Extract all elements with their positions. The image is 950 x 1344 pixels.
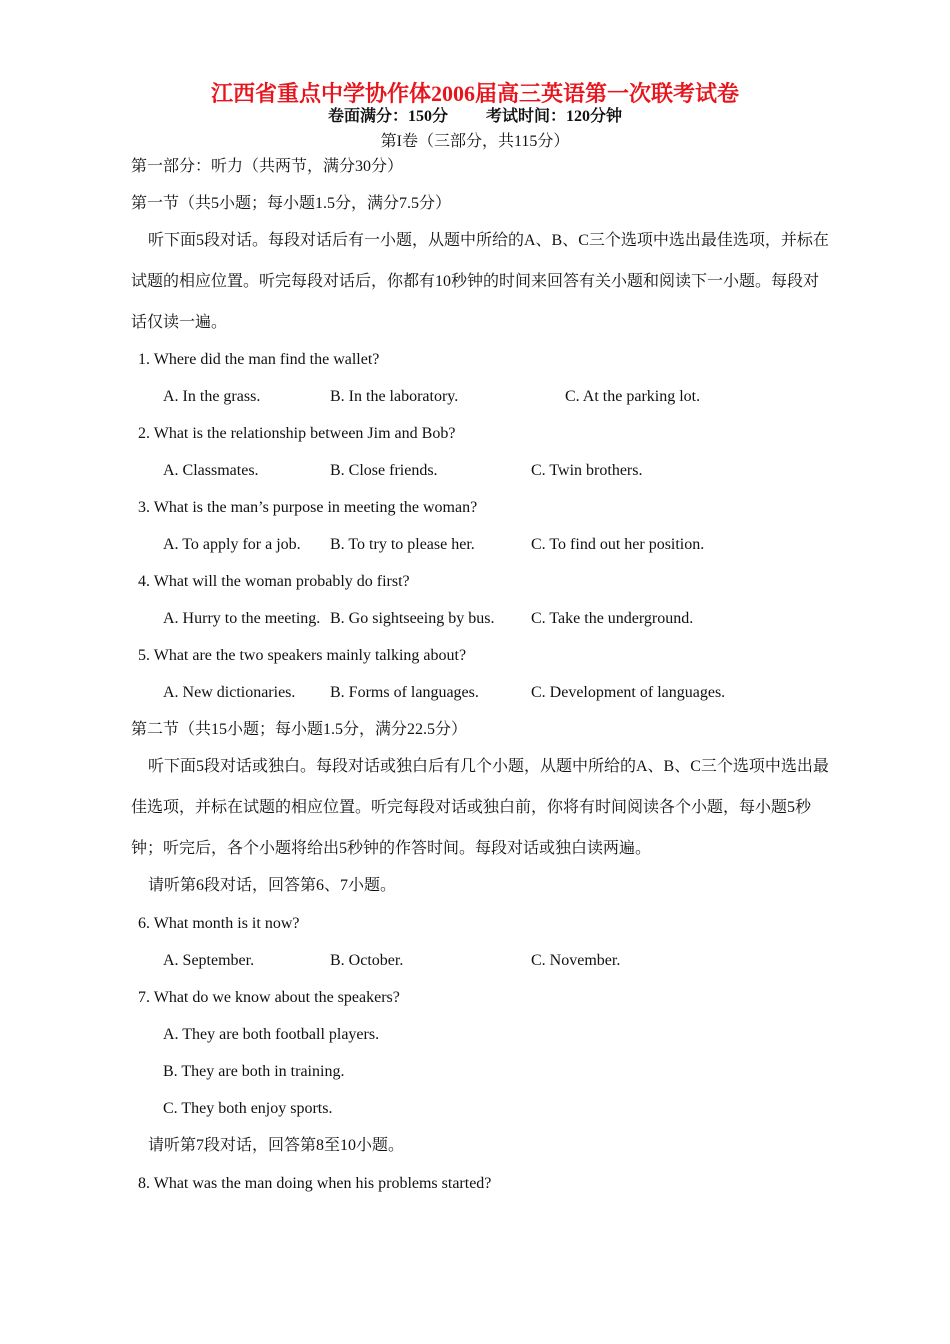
- section2-instructions: [131, 746, 831, 869]
- q4-option-c: C. Take the underground.: [531, 610, 694, 627]
- q2-option-a: A. Classmates.: [163, 462, 259, 479]
- question-8: 8. What was the man doing when his problems started?: [138, 1175, 492, 1192]
- q4-option-b: B. Go sightseeing by bus.: [330, 610, 495, 627]
- q5-option-a: A. New dictionaries.: [163, 684, 296, 701]
- q1-option-a: A. In the grass.: [163, 388, 261, 405]
- question-4: 4. What will the woman probably do first?: [138, 573, 410, 590]
- full-score: 卷面满分：150分: [327, 108, 448, 125]
- q3-option-b: B. To try to please her.: [330, 536, 475, 553]
- q2-option-b: B. Close friends.: [330, 462, 438, 479]
- q5-option-b: B. Forms of languages.: [330, 684, 479, 701]
- q3-option-c: C. To find out her position.: [531, 536, 705, 553]
- exam-meta: [0, 107, 950, 127]
- exam-title: 江西省重点中学协作体2006届高三英语第一次联考试卷: [210, 81, 739, 106]
- section1-heading: 第一节（共5小题；每小题1.5分，满分7.5分）: [131, 195, 452, 212]
- q5-option-c: C. Development of languages.: [531, 684, 726, 701]
- section1-instructions-text: 听下面5段对话。每段对话后有一小题，从题中所给的A、B、C三个选项中选出最佳选项，并标在试题的相应位置。听完每段对话后，你都有10秒钟的时间来回答有关小题和阅读下一小题。每段对话仅读一遍。: [131, 232, 829, 331]
- q4-option-a: A. Hurry to the meeting.: [163, 610, 321, 627]
- q6-option-a: A. September.: [163, 952, 255, 969]
- question-3: 3. What is the man’s purpose in meeting the woman?: [138, 499, 478, 516]
- dialog-6-prompt: 请听第6段对话，回答第6、7小题。: [148, 877, 397, 894]
- q2-option-c: C. Twin brothers.: [531, 462, 643, 479]
- section1-instructions: [131, 220, 831, 343]
- dialog-7-prompt: 请听第7段对话，回答第8至10小题。: [148, 1137, 405, 1154]
- question-2: 2. What is the relationship between Jim and Bob?: [138, 425, 456, 442]
- section2-heading: 第二节（共15小题；每小题1.5分，满分22.5分）: [131, 721, 468, 738]
- question-6: 6. What month is it now?: [138, 915, 300, 932]
- part1-heading: 第一部分：听力（共两节，满分30分）: [131, 158, 404, 175]
- exam-time: 考试时间：120分钟: [486, 108, 623, 125]
- q1-option-b: B. In the laboratory.: [330, 388, 459, 405]
- q3-option-a: A. To apply for a job.: [163, 536, 301, 553]
- question-5: 5. What are the two speakers mainly talking about?: [138, 647, 467, 664]
- q1-option-c: C. At the parking lot.: [565, 388, 701, 405]
- q7-option-a: A. They are both football players.: [163, 1026, 380, 1043]
- q7-option-b: B. They are both in training.: [163, 1063, 345, 1080]
- volume-heading: 第I卷（三部分，共115分）: [380, 133, 570, 150]
- q6-option-c: C. November.: [531, 952, 621, 969]
- q6-option-b: B. October.: [330, 952, 404, 969]
- q7-option-c: C. They both enjoy sports.: [163, 1100, 333, 1117]
- question-1: 1. Where did the man find the wallet?: [138, 351, 380, 368]
- section2-instructions-text: 听下面5段对话或独白。每段对话或独白后有几个小题，从题中所给的A、B、C三个选项中选出最佳选项，并标在试题的相应位置。听完每段对话或独白前，你将有时间阅读各个小题，每小题5秒钟；听完后，各个小题将给出5秒钟的作答时间。每段对话或独白读两遍。: [131, 758, 829, 857]
- question-7: 7. What do we know about the speakers?: [138, 989, 400, 1006]
